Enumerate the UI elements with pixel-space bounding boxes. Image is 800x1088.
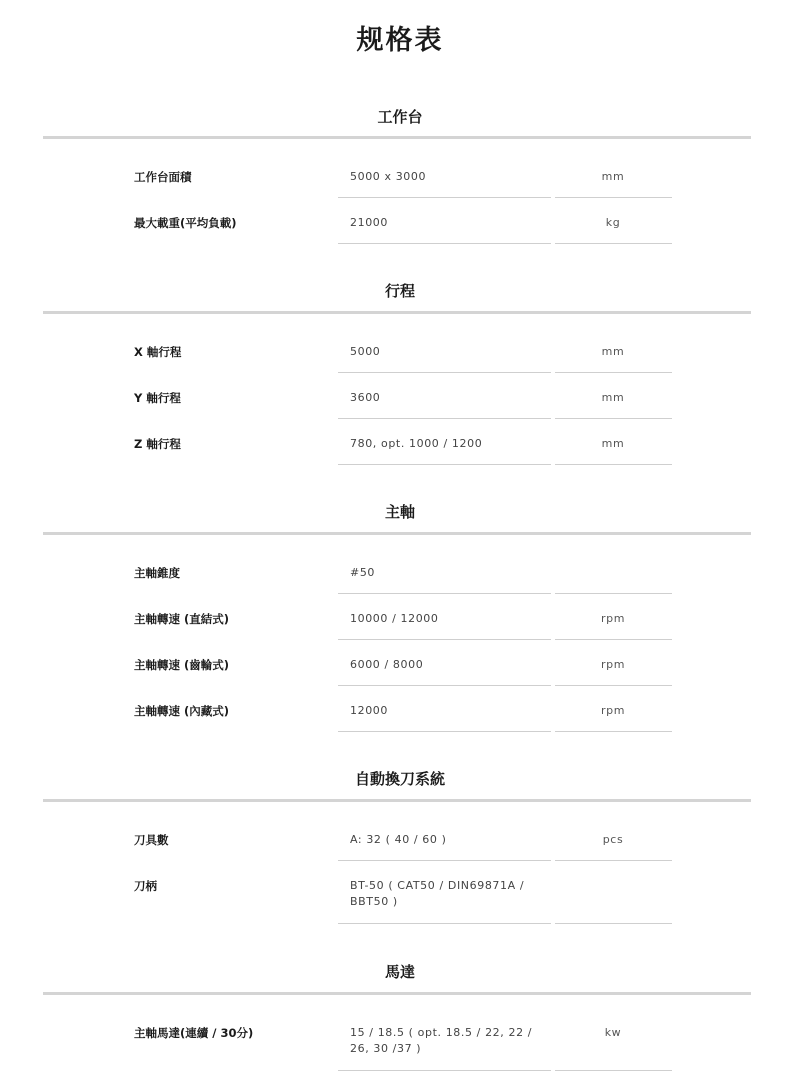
spec-label: 最大載重(平均負載) xyxy=(134,216,237,230)
row-divider xyxy=(555,1070,672,1071)
row-divider xyxy=(555,593,672,594)
spec-unit: mm xyxy=(601,391,625,404)
spec-unit: mm xyxy=(601,170,625,183)
spec-label: 工作台面積 xyxy=(134,170,192,184)
spec-value: 21000 xyxy=(350,216,388,229)
row-divider xyxy=(555,372,672,373)
spec-value: A: 32 ( 40 / 60 ) xyxy=(350,833,447,846)
spec-value: 3600 xyxy=(350,391,381,404)
spec-unit: rpm xyxy=(600,612,626,625)
row-divider xyxy=(338,372,551,373)
section-motor xyxy=(0,961,800,983)
spec-label: 主軸轉速 (內藏式) xyxy=(134,704,230,718)
spec-label: 主軸錐度 xyxy=(134,566,180,580)
section-worktable xyxy=(0,106,800,128)
spec-label: 主軸轉速 (直結式) xyxy=(134,612,230,626)
row-divider xyxy=(338,685,551,686)
row-divider xyxy=(555,639,672,640)
page-title: 规格表 xyxy=(356,25,444,56)
row-divider xyxy=(555,923,672,924)
section-divider xyxy=(43,136,751,139)
row-divider xyxy=(555,731,672,732)
row-divider xyxy=(555,418,672,419)
row-divider xyxy=(338,731,551,732)
spec-label: 刀柄 xyxy=(134,879,157,893)
row-divider xyxy=(338,464,551,465)
section-divider xyxy=(43,799,751,802)
section-title: 馬達 xyxy=(384,963,415,981)
spec-label: 主軸轉速 (齒輪式) xyxy=(134,658,230,672)
section-divider xyxy=(43,311,751,314)
spec-unit: mm xyxy=(601,437,625,450)
spec-label: 主軸馬達(連續 / 30分) xyxy=(134,1026,254,1040)
section-atc xyxy=(0,768,800,790)
section-title: 主軸 xyxy=(384,503,415,521)
row-divider xyxy=(338,197,551,198)
row-divider xyxy=(338,860,551,861)
spec-value: 780, opt. 1000 / 1200 xyxy=(350,437,483,450)
spec-unit: kw xyxy=(604,1026,622,1039)
row-divider xyxy=(338,923,551,924)
row-divider xyxy=(555,464,672,465)
row-divider xyxy=(555,197,672,198)
row-divider xyxy=(555,243,672,244)
spec-value: #50 xyxy=(350,566,376,579)
row-divider xyxy=(338,1070,551,1071)
section-title: 行程 xyxy=(384,282,415,300)
row-divider xyxy=(555,685,672,686)
spec-value: BT-50 ( CAT50 / DIN69871A / BBT50 ) xyxy=(350,879,525,908)
spec-value: 5000 xyxy=(350,345,381,358)
row-divider xyxy=(338,418,551,419)
spec-unit: pcs xyxy=(602,833,624,846)
spec-value: 15 / 18.5 ( opt. 18.5 / 22, 22 / 26, 30 /37 ) xyxy=(350,1026,533,1055)
spec-label: X 軸行程 xyxy=(134,345,182,359)
spec-label: Y 軸行程 xyxy=(134,391,181,405)
section-title: 工作台 xyxy=(377,108,423,126)
spec-value: 12000 xyxy=(350,704,388,717)
spec-unit: mm xyxy=(601,345,625,358)
spec-value: 6000 / 8000 xyxy=(350,658,424,671)
row-divider xyxy=(555,860,672,861)
row-divider xyxy=(338,639,551,640)
spec-label: 刀具數 xyxy=(134,833,169,847)
spec-value: 5000 x 3000 xyxy=(350,170,427,183)
spec-label: Z 軸行程 xyxy=(134,437,181,451)
section-travel xyxy=(0,280,800,302)
spec-unit: rpm xyxy=(600,658,626,671)
section-spindle xyxy=(0,501,800,523)
section-title: 自動換刀系統 xyxy=(354,770,445,788)
spec-unit: kg xyxy=(605,216,621,229)
spec-value: 10000 / 12000 xyxy=(350,612,439,625)
row-divider xyxy=(338,593,551,594)
spec-unit: rpm xyxy=(600,704,626,717)
row-divider xyxy=(338,243,551,244)
section-divider xyxy=(43,992,751,995)
section-divider xyxy=(43,532,751,535)
